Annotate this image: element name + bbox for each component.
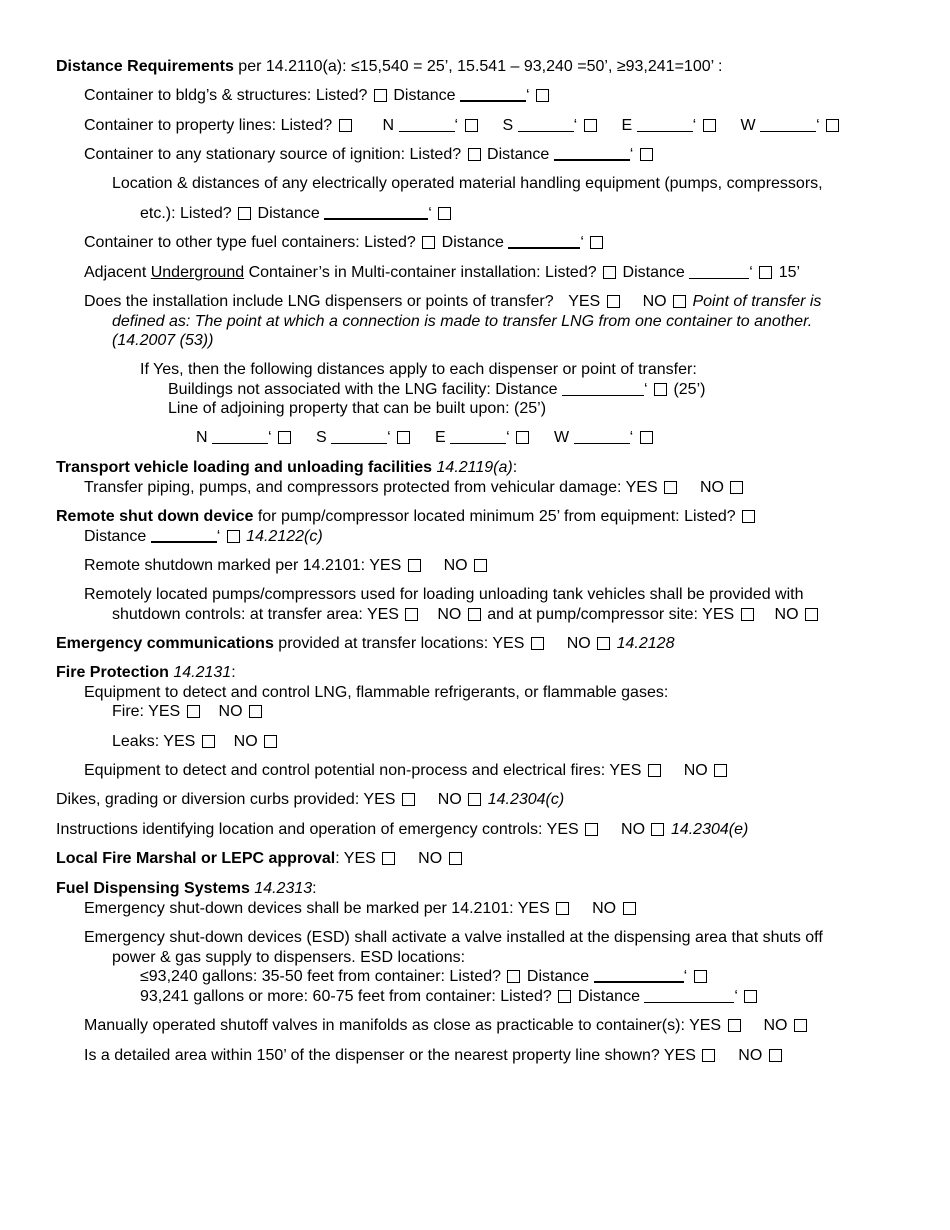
west-label: W: [554, 429, 570, 446]
no-label: NO: [592, 900, 617, 917]
west-distance-blank[interactable]: [760, 117, 816, 132]
distance-label: Distance: [577, 988, 640, 1005]
distance-checkbox[interactable]: [744, 990, 757, 1003]
yes-label: YES: [568, 293, 601, 310]
distance-blank[interactable]: [151, 527, 217, 543]
fuel-dispensing-heading-line: Fuel Dispensing Systems 14.2313:: [56, 880, 317, 897]
feet-mark: ‘: [573, 117, 578, 134]
esd-marked-line: [84, 899, 638, 919]
yes-checkbox[interactable]: [648, 764, 661, 777]
fire-equipment-line: [84, 683, 668, 703]
south-checkbox[interactable]: [584, 119, 597, 132]
remote-shutdown-text: for pump/compressor located minimum 25’ from equipment:: [257, 508, 680, 525]
east-distance-blank[interactable]: [450, 429, 506, 444]
lng-note-ref: (14.2007 (53)): [112, 332, 214, 349]
leaks-line: [112, 732, 279, 752]
no-checkbox[interactable]: [623, 902, 636, 915]
distance-checkbox[interactable]: [590, 236, 603, 249]
instructions-ref: 14.2304(e): [670, 821, 749, 838]
fuel-dispensing-ref: 14.2313: [254, 880, 313, 897]
east-distance-blank[interactable]: [637, 117, 693, 132]
distance-checkbox[interactable]: [640, 148, 653, 161]
container-property-line: [84, 116, 841, 136]
yes-checkbox[interactable]: [187, 705, 200, 718]
site-yes-checkbox[interactable]: [741, 608, 754, 621]
remote-shutdown-ref: 14.2122(c): [246, 528, 323, 545]
listed-checkbox[interactable]: [339, 119, 352, 132]
esd-text: Emergency shut-down devices (ESD) shall activate a valve installed at the dispensing area that shuts off: [84, 929, 823, 946]
feet-mark: ‘: [816, 117, 820, 134]
no-checkbox[interactable]: [597, 637, 610, 650]
no-checkbox[interactable]: [264, 735, 277, 748]
adjoining-line: [168, 399, 546, 419]
transfer-no-checkbox[interactable]: [468, 608, 481, 621]
yes-checkbox[interactable]: [402, 793, 415, 806]
lng-question: Does the installation include LNG dispensers or points of transfer?: [84, 293, 554, 310]
listed-checkbox[interactable]: [558, 990, 571, 1003]
distance-checkbox[interactable]: [759, 266, 772, 279]
esd-line-4: [140, 987, 759, 1007]
west-distance-blank[interactable]: [574, 429, 630, 444]
listed-checkbox[interactable]: [374, 89, 387, 102]
remote-shutdown-heading: Remote shut down device: [56, 508, 254, 525]
no-label: NO: [218, 703, 243, 720]
no-label: NO: [437, 606, 462, 623]
dikes-label: Dikes, grading or diversion curbs provided:: [56, 791, 360, 808]
distance-blank[interactable]: [562, 381, 644, 396]
fire-equipment-label: Equipment to detect and control LNG, flammable refrigerants, or flammable gases:: [84, 684, 669, 701]
no-checkbox[interactable]: [794, 1019, 807, 1032]
distance-blank[interactable]: [460, 86, 526, 102]
feet-mark: ‘: [506, 429, 510, 446]
yes-label: YES: [689, 1017, 722, 1034]
south-checkbox[interactable]: [397, 431, 410, 444]
yes-label: YES: [148, 703, 181, 720]
listed-checkbox[interactable]: [468, 148, 481, 161]
distance-checkbox[interactable]: [654, 383, 667, 396]
no-label: NO: [233, 733, 258, 750]
feet-mark: ‘: [268, 429, 272, 446]
listed-label: Listed?: [545, 264, 597, 281]
yes-label: YES: [363, 791, 396, 808]
fire-label: Fire:: [112, 703, 144, 720]
distance-label: Distance: [526, 968, 590, 985]
yes-checkbox[interactable]: [607, 295, 620, 308]
south-label: S: [502, 117, 514, 134]
local-fire-marshal-heading: Local Fire Marshal or LEPC approval: [56, 850, 336, 867]
no-label: NO: [418, 850, 443, 867]
esd-text: power & gas supply to dispensers. ESD locations:: [112, 949, 466, 966]
esd-line-2: [112, 948, 465, 968]
emergency-comm-heading: Emergency communications: [56, 635, 274, 652]
emergency-comm-line: [56, 634, 674, 654]
listed-label: Listed?: [409, 146, 462, 163]
east-label: E: [621, 117, 633, 134]
yes-label: YES: [625, 479, 658, 496]
distance-label: Distance: [84, 528, 147, 545]
lng-note: defined as: The point at which a connection is made to transfer LNG from one container to another.: [112, 313, 813, 330]
transport-heading-line: Transport vehicle loading and unloading facilities 14.2119(a):: [56, 459, 518, 476]
container-property-label: Container to property lines:: [84, 117, 277, 134]
no-checkbox[interactable]: [474, 559, 487, 572]
north-label: N: [196, 429, 208, 446]
container-other-fuel-label: Container to other type fuel containers:: [84, 234, 360, 251]
distance-label: Distance: [487, 146, 550, 163]
nonprocess-label: Equipment to detect and control potential non-process and electrical fires:: [84, 762, 606, 779]
yes-checkbox[interactable]: [202, 735, 215, 748]
feet-mark: ‘: [454, 117, 459, 134]
no-checkbox[interactable]: [651, 823, 664, 836]
lng-dispensers-line-2: [112, 312, 812, 332]
no-label: NO: [642, 293, 667, 310]
yes-label: YES: [663, 1047, 696, 1064]
remote-shutdown-marked-label: Remote shutdown marked per 14.2101:: [84, 557, 366, 574]
no-label: NO: [699, 479, 724, 496]
feet-mark: ‘: [643, 381, 648, 398]
distance-blank[interactable]: [689, 264, 749, 279]
no-label: NO: [774, 606, 799, 623]
container-bldg-label: Container to bldg’s & structures:: [84, 87, 312, 104]
listed-checkbox[interactable]: [422, 236, 435, 249]
no-checkbox[interactable]: [769, 1049, 782, 1062]
container-ignition-line: [84, 145, 655, 165]
yes-label: YES: [366, 606, 399, 623]
north-checkbox[interactable]: [465, 119, 478, 132]
yes-checkbox[interactable]: [664, 481, 677, 494]
if-yes-intro: If Yes, then the following distances apply to each dispenser or point of transfer:: [140, 361, 697, 378]
yes-label: YES: [369, 557, 402, 574]
transport-ref: 14.2119(a): [436, 459, 513, 476]
yes-checkbox[interactable]: [728, 1019, 741, 1032]
distance-checkbox[interactable]: [694, 970, 707, 983]
south-label: S: [315, 429, 327, 446]
container-ignition-label: Container to any stationary source of ignition:: [84, 146, 406, 163]
distance-blank[interactable]: [554, 145, 630, 161]
feet-mark: ‘: [428, 205, 432, 222]
buildings-suffix: (25’): [673, 381, 706, 398]
container-other-fuel-line: [84, 233, 605, 253]
feet-mark: ‘: [216, 528, 221, 545]
site-no-checkbox[interactable]: [805, 608, 818, 621]
emergency-comm-ref: 14.2128: [616, 635, 675, 652]
buildings-line: [168, 380, 705, 400]
yes-label: YES: [702, 606, 735, 623]
fire-protection-heading: Fire Protection: [56, 664, 169, 681]
manual-valves-line: [84, 1016, 809, 1036]
listed-checkbox[interactable]: [507, 970, 520, 983]
distance-requirements-heading: Distance Requirements: [56, 58, 234, 75]
distance-requirements-line: [56, 57, 722, 77]
yes-label: YES: [609, 762, 642, 779]
manual-valves-label: Manually operated shutoff valves in manifolds as close as practicable to container(s):: [84, 1017, 685, 1034]
yes-label: YES: [343, 850, 376, 867]
leaks-label: Leaks:: [112, 733, 160, 750]
feet-mark: ‘: [734, 988, 738, 1005]
yes-checkbox[interactable]: [702, 1049, 715, 1062]
south-distance-blank[interactable]: [331, 429, 387, 444]
distance-blank[interactable]: [594, 967, 684, 983]
yes-checkbox[interactable]: [556, 902, 569, 915]
listed-checkbox[interactable]: [238, 207, 251, 220]
no-label: NO: [437, 791, 462, 808]
buildings-label: Buildings not associated with the LNG facility:: [168, 381, 491, 398]
yes-checkbox[interactable]: [408, 559, 421, 572]
feet-mark: ‘: [629, 146, 634, 163]
east-checkbox[interactable]: [703, 119, 716, 132]
instructions-label: Instructions identifying location and operation of emergency controls:: [56, 821, 543, 838]
adjacent-suffix: 15’: [778, 264, 801, 281]
transfer-yes-checkbox[interactable]: [405, 608, 418, 621]
esd-large-container-label: 93,241 gallons or more: 60-75 feet from container:: [140, 988, 496, 1005]
emergency-comm-text: provided at transfer locations:: [278, 635, 489, 652]
distance-checkbox[interactable]: [227, 530, 240, 543]
location-equipment-line-1: [112, 174, 823, 194]
north-distance-blank[interactable]: [399, 117, 455, 132]
detailed-area-label: Is a detailed area within 150’ of the dispenser or the nearest property line shown?: [84, 1047, 660, 1064]
remote-pumps-text: Remotely located pumps/compressors used for loading unloading tank vehicles shall be provided with: [84, 586, 804, 603]
lng-dispensers-line-3: [112, 331, 213, 351]
adjacent-underground: Underground: [150, 264, 245, 281]
yes-checkbox[interactable]: [585, 823, 598, 836]
no-label: NO: [683, 762, 708, 779]
yes-label: YES: [546, 821, 579, 838]
esd-small-container-label: ≤93,240 gallons: 35-50 feet from container:: [140, 968, 445, 985]
west-checkbox[interactable]: [640, 431, 653, 444]
no-label: NO: [738, 1047, 763, 1064]
location-equipment-text: Location & distances of any electrically operated material handling equipment (pumps, compressors,: [112, 175, 823, 192]
adjacent-underground-line: [84, 263, 800, 283]
yes-label: YES: [163, 733, 196, 750]
no-label: NO: [566, 635, 591, 652]
listed-checkbox[interactable]: [603, 266, 616, 279]
listed-label: Listed?: [280, 117, 333, 134]
feet-mark: ‘: [692, 117, 697, 134]
distance-label: Distance: [257, 205, 320, 222]
dikes-line: [56, 790, 564, 810]
container-bldg-line: [84, 86, 551, 106]
fire-line: [112, 702, 264, 722]
listed-label: Listed?: [500, 988, 552, 1005]
lng-dispensers-line-1: [84, 292, 821, 312]
esd-marked-label: Emergency shut-down devices shall be marked per 14.2101:: [84, 900, 514, 917]
no-checkbox[interactable]: [673, 295, 686, 308]
remote-shutdown-marked-line: [84, 556, 489, 576]
distance-requirements-rule: per 14.2110(a): ≤15,540 = 25’, 15.541 – 93,240 =50’, ≥93,241=100’ :: [238, 58, 723, 75]
listed-label: Listed?: [180, 205, 232, 222]
transfer-piping-label: Transfer piping, pumps, and compressors protected from vehicular damage:: [84, 479, 622, 496]
west-checkbox[interactable]: [826, 119, 839, 132]
adjacent-post: Container’s in Multi-container installation:: [248, 264, 541, 281]
no-label: NO: [621, 821, 646, 838]
location-equipment-text: etc.):: [140, 205, 176, 222]
listed-label: Listed?: [449, 968, 502, 985]
yes-label: YES: [492, 635, 525, 652]
west-label: W: [740, 117, 756, 134]
no-checkbox[interactable]: [249, 705, 262, 718]
fuel-dispensing-heading: Fuel Dispensing Systems: [56, 880, 250, 897]
adjacent-pre: Adjacent: [84, 264, 147, 281]
distance-label: Distance: [441, 234, 504, 251]
north-checkbox[interactable]: [278, 431, 291, 444]
no-label: NO: [763, 1017, 788, 1034]
listed-label: Listed?: [684, 508, 736, 525]
adjoining-directions-line: [196, 428, 655, 448]
local-fire-marshal-line: Local Fire Marshal or LEPC approval: YES NO: [56, 849, 464, 869]
no-checkbox[interactable]: [468, 793, 481, 806]
distance-blank[interactable]: [324, 204, 428, 220]
distance-blank[interactable]: [508, 233, 580, 249]
adjoining-label: Line of adjoining property that can be built upon: (25’): [168, 400, 547, 417]
no-checkbox[interactable]: [449, 852, 462, 865]
lng-note: Point of transfer is: [692, 293, 822, 310]
esd-line-1: [84, 928, 823, 948]
feet-mark: ‘: [683, 968, 688, 985]
transfer-piping-line: [84, 478, 745, 498]
feet-mark: ‘: [387, 429, 391, 446]
esd-line-3: [140, 967, 709, 987]
yes-checkbox[interactable]: [382, 852, 395, 865]
instructions-line: [56, 820, 748, 840]
fire-protection-ref: 14.2131: [173, 664, 232, 681]
distance-label: Distance: [495, 381, 558, 398]
remote-pumps-site-label: and at pump/compressor site:: [487, 606, 698, 623]
detailed-area-line: [84, 1046, 784, 1066]
distance-label: Distance: [393, 87, 456, 104]
distance-blank[interactable]: [644, 988, 734, 1003]
listed-checkbox[interactable]: [742, 510, 755, 523]
south-distance-blank[interactable]: [518, 117, 574, 132]
feet-mark: ‘: [629, 429, 634, 446]
north-label: N: [382, 117, 395, 134]
dikes-ref: 14.2304(c): [487, 791, 565, 808]
east-checkbox[interactable]: [516, 431, 529, 444]
listed-label: Listed?: [315, 87, 368, 104]
remote-pumps-transfer-label: shutdown controls: at transfer area:: [112, 606, 363, 623]
feet-mark: ‘: [526, 87, 530, 104]
location-equipment-line-2: [140, 204, 453, 224]
distance-checkbox[interactable]: [536, 89, 549, 102]
if-yes-line: [140, 360, 697, 380]
yes-label: YES: [517, 900, 550, 917]
remote-shutdown-line: [56, 507, 757, 527]
distance-checkbox[interactable]: [438, 207, 451, 220]
no-label: NO: [443, 557, 468, 574]
north-distance-blank[interactable]: [212, 429, 268, 444]
remote-shutdown-distance-line: [84, 527, 323, 547]
no-checkbox[interactable]: [714, 764, 727, 777]
feet-mark: ‘: [580, 234, 584, 251]
distance-label: Distance: [622, 264, 685, 281]
no-checkbox[interactable]: [730, 481, 743, 494]
transport-heading: Transport vehicle loading and unloading facilities: [56, 459, 433, 476]
remote-pumps-line-2: [112, 605, 820, 625]
yes-checkbox[interactable]: [531, 637, 544, 650]
fire-protection-heading-line: Fire Protection 14.2131:: [56, 664, 236, 681]
east-label: E: [434, 429, 446, 446]
listed-label: Listed?: [364, 234, 416, 251]
nonprocess-fires-line: [84, 761, 729, 781]
remote-pumps-line-1: [84, 585, 804, 605]
feet-mark: ‘: [749, 264, 753, 281]
